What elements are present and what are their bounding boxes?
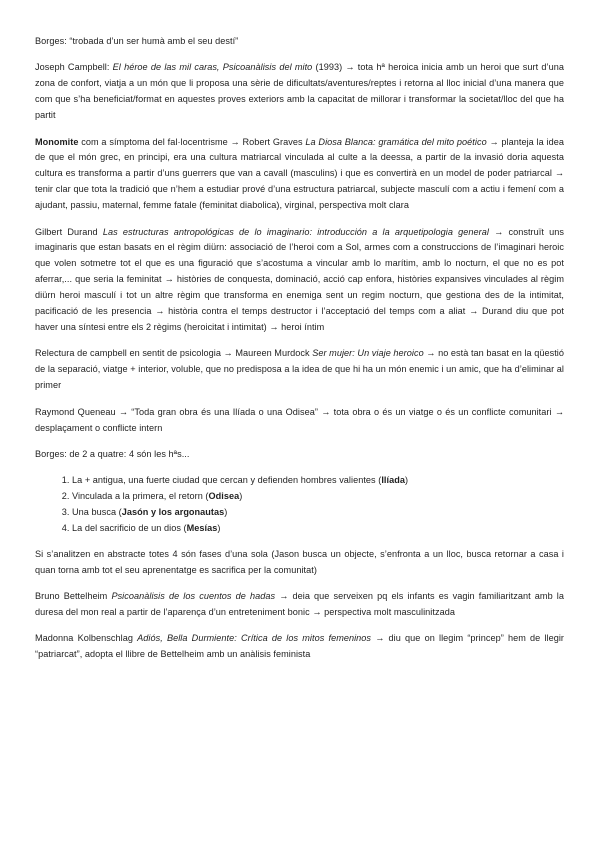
text: Bruno Bettelheim bbox=[35, 591, 112, 602]
work-title: Odisea bbox=[208, 491, 240, 502]
text: → construït uns imaginaris que estan basats en el règim diürn: associació de l’heroi com a Sol, armes com a construccions de l’imaginari heroic que volen sotmetre tot el que es una figuració que s’acostuma a vincular amb lo marítim, amb lo nocturn, el que no es pot aferrar,... que seria la feminitat → històries de conquesta, dominació, acció cap enfora, històries expansives vinculades al règim diürn heroi masculí i tot un altre règim que transforma en enemiga sent un regim nocturn, que gestiona des de la intimitat, pacificació de les presencia → història contra el temps destructor i l’acceptació del temps com a aliat → Durand diu que pot haver una síntesi entre els 2 règims (heroicitat i intimitat) → heroi íntim bbox=[35, 226, 564, 332]
paragraph-queneau: Raymond Queneau → “Toda gran obra és una Ilíada o una Odisea” → tota obra o és un viatge o és un conflicte comunitari → desplaçament o conflicte intern bbox=[35, 406, 564, 433]
text: Joseph Campbell: bbox=[35, 62, 113, 73]
paragraph-durand bbox=[35, 225, 564, 336]
text: → no està tan basat en la qüestió de la separació, viatge + interior, voluble, que no predisposa a la idea de que hi ha un món enemic i un amic, que ha d’eliminar al primer bbox=[35, 348, 565, 391]
text: ) bbox=[404, 475, 409, 486]
paragraph-analysis: Si s’analitzen en abstracte totes 4 són fases d’una sola (Jason busca un objecte, s’enfronta a un lloc, busca retornar a casa i quan torna amb tot el seu aprenentatge es sacrifica per la comunitat) bbox=[35, 548, 564, 575]
list-item bbox=[72, 472, 564, 488]
paragraph-borges-four: Borges: de 2 a quatre: 4 són les hªs... bbox=[35, 448, 190, 459]
text: ) bbox=[224, 507, 228, 518]
work-title: Jasón y los argonautas bbox=[121, 507, 225, 518]
paragraph-murdock bbox=[35, 346, 564, 394]
text: ) bbox=[239, 491, 243, 502]
book-title: Las estructuras antropológicas de lo imaginario: introducción a la arquetipologia general bbox=[102, 226, 489, 237]
text: Una busca ( bbox=[72, 507, 122, 518]
text: → diu que on llegim “princep” hem de llegir “patriarcat”, adopta el llibre de Bettelheim amb un anàlisis feminista bbox=[35, 633, 565, 660]
term-monomite: Monomite bbox=[35, 136, 79, 147]
text: Madonna Kolbenschlag bbox=[35, 633, 138, 644]
work-title: Ilíada bbox=[381, 475, 405, 486]
text: Gilbert Durand bbox=[35, 226, 103, 237]
text: → deia que serveixen pq els infants es vagin familiaritzant amb la duresa del mon real a partir de l’aparença d’un entreteniment bonic → perspectiva molt masculinitzada bbox=[35, 591, 565, 618]
work-title: Mesías bbox=[186, 523, 218, 534]
text: com a símptoma del fal·locentrisme → Robert Graves bbox=[78, 136, 306, 147]
paragraph-bettelheim bbox=[35, 589, 564, 621]
paragraph-monomite bbox=[35, 135, 564, 215]
book-title: El héroe de las mil caras, Psicoanàlisis del mito bbox=[112, 62, 313, 73]
text: La + antigua, una fuerte ciudad que cercan y defienden hombres valientes ( bbox=[72, 475, 382, 486]
text: Vinculada a la primera, el retorn ( bbox=[72, 491, 209, 502]
book-title: Psicoanàlisis de los cuentos de hadas bbox=[111, 591, 276, 602]
book-title: La Diosa Blanca: gramática del mito poético bbox=[305, 136, 487, 147]
stories-list bbox=[35, 472, 564, 536]
text: (1993) → tota hª heroica inicia amb un heroi que surt d’una zona de confort, viatja a un món que li proposa una sèrie de dificultats/aventures/reptes i retorna al lloc inicial d’una manera que com que s’ha beneficiat/format en aquestes proves exteriors amb la capacitat de millorar i transformar la societat/lloc del que ha partit bbox=[35, 62, 564, 121]
text: Relectura de campbell en sentit de psicologia → Maureen Murdock bbox=[35, 348, 313, 359]
book-title: Ser mujer: Un viaje heroico bbox=[312, 348, 424, 359]
paragraph-campbell bbox=[35, 60, 564, 124]
paragraph-borges-quote: Borges: “trobada d’un ser humà amb el seu destí” bbox=[35, 36, 239, 46]
text: ) bbox=[217, 523, 221, 534]
list-item bbox=[72, 520, 564, 536]
list-item bbox=[72, 504, 564, 520]
text: → planteja la idea de que el món grec, en principi, era una cultura matriarcal vinculada al culte a la deessa, a partir de la invasió doria aquesta cultura es transforma a partir d’uns guerrers que van a cavall (masculins) i que es convertirà en un model de poder patriarcal → tenir clar que tota la tradició que n’hem a estudiar prové d’una estructura patriarcal, subjecte masculí com a actiu i femení com a ajudant, passiu, maternal, femme fatale (feminitat diabolica), virginal, perspectiva molt clara bbox=[35, 136, 564, 211]
text: La del sacrificio de un dios ( bbox=[72, 523, 187, 534]
book-title: Adiós, Bella Durmiente: Crítica de los mitos femeninos bbox=[137, 633, 372, 644]
list-item bbox=[72, 488, 564, 504]
paragraph-kolbenschlag bbox=[35, 631, 564, 663]
